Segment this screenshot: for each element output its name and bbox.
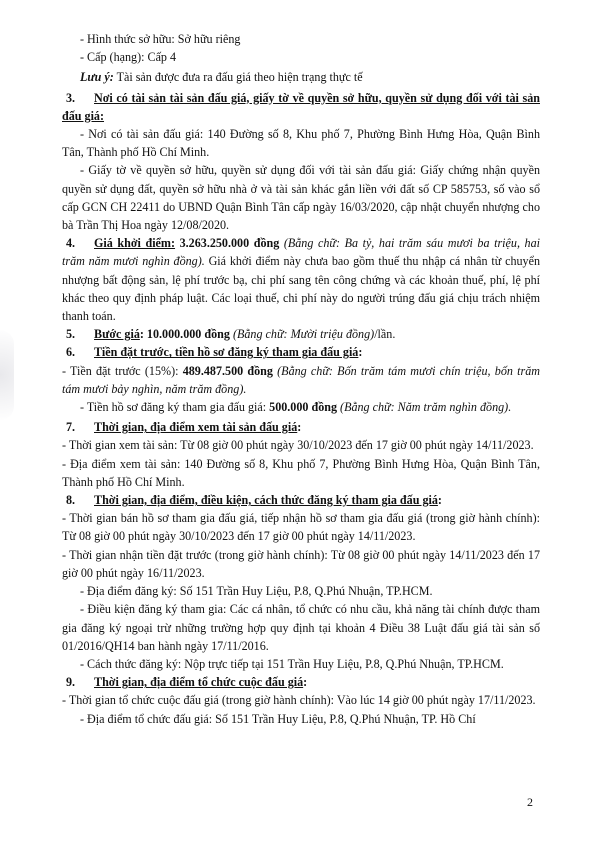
section-3-number: 3. xyxy=(66,90,76,105)
deposit-amount: 489.487.500 đồng xyxy=(182,363,273,378)
section-9-heading xyxy=(62,673,540,691)
section-6-colon: : xyxy=(358,345,363,360)
section-3-documents: - Giấy tờ về quyền sở hữu, quyền sử dụng đối với tài sản đấu giá: Giấy chứng nhận quyền quyền sử dụng đất, quyền sở hữu nhà ở và tài sản khác gắn liền với đất số CP 585753, số vào sổ cấp GCN CH 22411 do UBND Quận Bình Tân cấp ngày 16/03/2020, cập nhật chuyển nhượng cho bà Trần Thị Hoa ngày 12/08/2020. xyxy=(62,163,540,233)
section-8-colon: : xyxy=(437,493,442,508)
section-6-number: 6. xyxy=(66,345,76,360)
dossier-fee-amount: 500.000 đồng xyxy=(269,400,338,415)
deposit-receipt-time: - Thời gian nhận tiền đặt trước (trong giờ hành chính): Từ 08 giờ 00 phút ngày 14/11/2023 đến 17 giờ 00 phút ngày 16/11/2023. xyxy=(62,547,540,580)
section-3-title: Nơi có tài sản tài sản đấu giá, giấy tờ về quyền sở hữu, quyền sử dụng đối với tài sản đấu giá: xyxy=(62,90,540,123)
section-9-title: Thời gian, địa điểm tổ chức cuộc đấu giá xyxy=(94,675,304,690)
bid-step-amount: : 10.000.000 đồng xyxy=(139,327,230,342)
section-3-heading xyxy=(62,89,540,125)
dossier-fee-label: - Tiền hồ sơ đăng ký tham gia đấu giá: xyxy=(80,400,270,415)
section-5-paragraph xyxy=(62,325,540,343)
section-4-number: 4. xyxy=(66,236,76,251)
note-label: Lưu ý: xyxy=(80,70,114,85)
auction-time: - Thời gian tổ chức cuộc đấu giá (trong giờ hành chính): Vào lúc 14 giờ 00 phút ngày 17/11/2023. xyxy=(62,693,536,708)
starting-price-words: (Bằng chữ: Ba tỷ, hai trăm sáu mươi ba triệu, hai trăm năm mươi nghìn đồng). xyxy=(62,236,540,269)
section-9-colon: : xyxy=(303,675,308,690)
dossier-sale-time: - Thời gian bán hồ sơ tham gia đấu giá, tiếp nhận hồ sơ tham gia đấu giá (trong giờ hành chính): Từ 08 giờ 00 phút ngày 30/10/2023 đến 17 giờ 00 phút ngày 14/11/2023. xyxy=(62,511,540,544)
registration-method: - Cách thức đăng ký: Nộp trực tiếp tại 151 Trần Huy Liệu, P.8, Q.Phú Nhuận, TP.HCM. xyxy=(80,656,504,671)
section-9-number: 9. xyxy=(66,675,76,690)
section-7-title: Thời gian, địa điểm xem tài sản đấu giá xyxy=(94,420,298,435)
deposit-line xyxy=(62,362,540,398)
section-3-location: - Nơi có tài sản đấu giá: 140 Đường số 8, Khu phố 7, Phường Bình Hưng Hòa, Quận Bình Tân, Thành phố Hồ Chí Minh. xyxy=(62,127,540,160)
section-8-heading xyxy=(62,491,540,509)
seal-stamp-edge xyxy=(0,330,14,420)
section-5-title: Bước giá xyxy=(94,327,140,342)
document-body xyxy=(62,30,540,728)
section-6-heading xyxy=(62,343,540,361)
starting-price: 3.263.250.000 đồng xyxy=(175,236,280,251)
page-number: 2 xyxy=(527,795,533,809)
dossier-fee-words: (Bằng chữ: Năm trăm nghìn đồng). xyxy=(337,400,512,415)
section-4-paragraph xyxy=(62,234,540,325)
ownership-form-line: - Hình thức sở hữu: Sở hữu riêng xyxy=(80,32,241,46)
viewing-location: - Địa điểm xem tài sản: 140 Đường số 8, Khu phố 7, Phường Bình Hưng Hòa, Quận Bình Tân, Thành phố Hồ Chí Minh. xyxy=(62,456,540,489)
dossier-fee-line xyxy=(62,398,540,416)
section-4-title: Giá khởi điểm: xyxy=(94,236,176,251)
auction-location: - Địa điểm tổ chức đấu giá: Số 151 Trần Huy Liệu, P.8, Q.Phú Nhuận, TP. Hồ Chí xyxy=(80,711,476,726)
note-text: Tài sản được đưa ra đấu giá theo hiện trạng thực tế xyxy=(113,70,363,85)
section-5-number: 5. xyxy=(66,327,76,342)
section-7-number: 7. xyxy=(66,420,76,435)
viewing-time: - Thời gian xem tài sản: Từ 08 giờ 00 phút ngày 30/10/2023 đến 17 giờ 00 phút ngày 14/11/2023. xyxy=(62,438,534,453)
section-7-colon: : xyxy=(297,420,302,435)
section-8-number: 8. xyxy=(66,493,76,508)
grade-line: - Cấp (hạng): Cấp 4 xyxy=(80,50,177,65)
section-6-title: Tiền đặt trước, tiền hồ sơ đăng ký tham gia đấu giá xyxy=(94,345,359,360)
bid-step-tail: /lần. xyxy=(374,327,396,342)
starting-price-note: Giá khởi điểm này chưa bao gồm thuế thu nhập cá nhân từ chuyển nhượng bất động sản, lệ phí trước bạ, chi phí sang tên công chứng và các khoản thuế, phí, lệ phí khác theo quy định pháp luật. Các loại thuế, chi phí này do người trúng đấu giá chịu trách nhiệm thanh toán. xyxy=(62,254,540,324)
deposit-label: - Tiền đặt trước (15%): xyxy=(62,363,183,378)
registration-location: - Địa điểm đăng ký: Số 151 Trần Huy Liệu, P.8, Q.Phú Nhuận, TP.HCM. xyxy=(80,584,433,599)
section-8-title: Thời gian, địa điểm, điều kiện, cách thức đăng ký tham gia đấu giá xyxy=(94,493,438,508)
section-7-heading xyxy=(62,418,540,436)
deposit-words: (Bằng chữ: Bốn trăm tám mươi chín triệu, bốn trăm tám mươi bảy nghìn, năm trăm đồng). xyxy=(62,363,540,396)
registration-conditions: - Điều kiện đăng ký tham gia: Các cá nhân, tổ chức có nhu cầu, khả năng tài chính được tham gia đăng ký ngoại trừ những trường hợp quy định tại khoản 4 Điều 38 Luật đấu giá tài sản số 01/2016/QH14 ban hành ngày 17/11/2016. xyxy=(62,602,540,653)
note-line xyxy=(62,68,540,86)
bid-step-words: (Bằng chữ: Mười triệu đồng) xyxy=(229,327,375,342)
